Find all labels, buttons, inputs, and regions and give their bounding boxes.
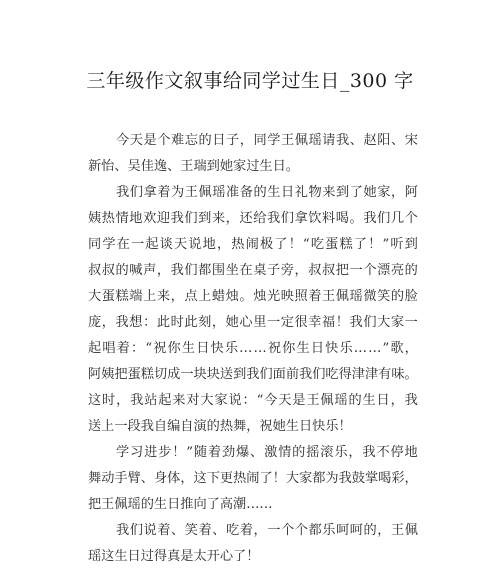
text-line: 叔 叔 的 喊 声 ， 我 们 都 围 坐 在 桌 子 旁 ， 叔 叔 把 一 个 漂 亮 的	[88, 263, 418, 278]
text-line: 庞 ， 我 想 ： 此 时 此 刻 ， 她 心 里 一 定 很 幸 福 ！ 我 们 大 家 一	[88, 315, 418, 330]
text-line: 我 们 说 着 、 笑 着 、 吃 着 ， 一 个 个 都 乐 呵 呵 的 ， 王 佩	[116, 523, 418, 538]
text-line: 姨 热 情 地 欢 迎 我 们 到 来 ， 还 给 我 们 拿 饮 料 喝 。 我 们 几 个	[88, 211, 418, 226]
text-line: 起 唱 着 ： “ 祝 你 生 日 快 乐 … … 祝 你 生 日 快 乐 … … ” 歌 ，	[88, 341, 418, 356]
document-title: 三年级作文叙事给同学过生日_300 字	[86, 70, 414, 92]
text-line: 舞 动 手 臂 、 身 体 ， 这 下 更 热 闹 了 ！ 大 家 都 为 我 鼓 掌 喝 彩 ，	[88, 471, 418, 486]
text-line: 阿 姨 把 蛋 糕 切 成 一 块 块 送 到 我 们 面 前 我 们 吃 得 津 津 有 味 。	[88, 367, 418, 382]
text-line: 瑶这生日过得真是太开心了！	[88, 549, 260, 564]
text-line: 把王佩瑶的生日推向了高潮……	[88, 497, 273, 512]
document-body	[88, 128, 418, 570]
text-line: 今 天 是 个 难 忘 的 日 子 ， 同 学 王 佩 瑶 请 我 、 赵 阳 、 宋	[116, 133, 418, 148]
text-line: 我 们 拿 着 为 王 佩 瑶 准 备 的 生 日 礼 物 来 到 了 她 家 ， 阿	[116, 185, 418, 200]
text-line: 大 蛋 糕 端 上 来 ， 点 上 蜡 烛 。 烛 光 映 照 着 王 佩 瑶 微 笑 的 脸	[88, 289, 418, 304]
text-line: 送上一段我自编自演的热舞，祝她生日快乐！	[88, 419, 352, 434]
text-line: 同 学 在 一 起 谈 天 说 地 ， 热 闹 极 了 ！ “ 吃 蛋 糕 了 ！ ” 听 到	[88, 237, 418, 252]
text-line: 新怡、吴佳逸、王瑞到她家过生日。	[88, 159, 299, 174]
text-line: 学 习 进 步 ！ ” 随 着 劲 爆 、 激 情 的 摇 滚 乐 ， 我 不 停 地	[116, 445, 418, 460]
text-line: 这 时 ， 我 站 起 来 对 大 家 说 ： “ 今 天 是 王 佩 瑶 的 生 日 ， 我	[88, 393, 418, 408]
